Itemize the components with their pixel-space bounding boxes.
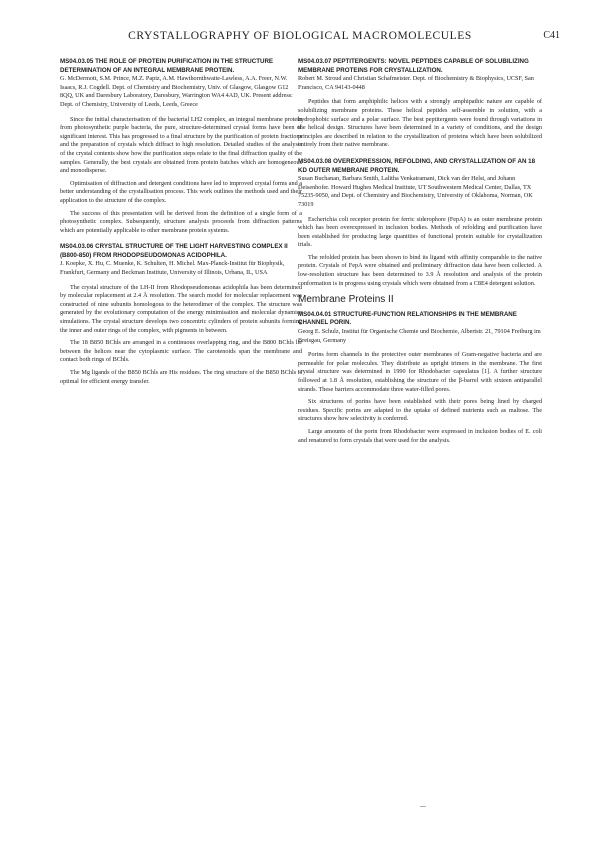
abstract-title-text: CRYSTAL STRUCTURE OF THE LIGHT HARVESTING COMPLEX II (B800-850) FROM RHODOPSEUDOMONAS ACIDOPHILA.: [60, 243, 288, 259]
abstract-title-text: THE ROLE OF PROTEIN PURIFICATION IN THE STRUCTURE DETERMINATION OF AN INTEGRAL MEMBRANE PROTEIN.: [60, 58, 274, 74]
abstract-code: MS04.03.07: [298, 58, 332, 65]
abstract-paragraph: Escherichia coli receptor protein for ferric siderophore (FepA) is an outer membrane protein which has been overexpressed in inclusion bodies. Methods of refolding and purification have been established for producing large quantities of functional protein suitable for crystallization trials.: [298, 215, 542, 249]
abstract-title-text: OVEREXPRESSION, REFOLDING, AND CRYSTALLIZATION OF AN 18 KD OUTER MEMBRANE PROTEIN.: [298, 157, 536, 174]
running-header: [40, 30, 560, 46]
abstract-paragraph: The refolded protein has been shown to bind its ligand with affinity comparable to the native protein. Crystals of FepA were obtained and preliminary diffraction data have been collected. A low-resolution structure has been determined to 3.9 Å resolution and analysis of the protein conformation is in progress using crystals which were obtained from a C8E4 detergent solution.: [298, 253, 542, 287]
abstract: [60, 58, 302, 235]
abstract-authors: Georg E. Schulz, Institut für Organische Chemie und Biochemie, Albertstr. 21, 79104 Freiburg im Breisgau, Germany: [298, 328, 541, 344]
abstract-code: MS04.03.08: [298, 157, 332, 165]
abstract-code: MS04.03.06: [60, 243, 94, 251]
abstract-title-text: STRUCTURE-FUNCTION RELATIONSHIPS IN THE MEMBRANE CHANNEL PORIN.: [298, 310, 517, 327]
abstract: [298, 158, 542, 288]
abstract-authors: J. Koepke, X. Hu, C. Muenke, K. Schulten, H. Michel. Max-Planck-Institut für Biophysik, Frankfurt, Germany and Beckman Institute, University of Illinois, Urbana, IL, USA: [60, 260, 285, 277]
abstract-title: [60, 58, 302, 75]
abstract-paragraph: Peptides that form amphiphilic helices with a strongly amphipathic nature are capable of solubilizing membrane proteins. These helical peptides self-assemble in solution, with a hydrophobic surface and a polar surface. The best peptitergents were found through variations in the helical design. Structures have been determined in a variety of conditions, and the design principles are described in relation to the crystallization of proteins which have been solubilized entirely from their native membrane.: [298, 98, 542, 149]
abstract-title: [60, 243, 302, 260]
abstract-paragraph: Six structures of porins have been established with their pores being lined by charged residues. Specific porins are adapted to the uptake of defined nutrients such as maltose. The structures show how selectivity is conferred.: [298, 398, 542, 423]
abstract: [298, 58, 542, 150]
journal-section-title: CRYSTALLOGRAPHY OF BIOLOGICAL MACROMOLECULES: [128, 30, 472, 42]
abstract-paragraph: The 18 B850 BChls are arranged in a continuous overlapping ring, and the B800 BChls lie between the helices near the cytoplasmic surface. The carotenoids span the membrane and contact both rings of BChls.: [60, 339, 302, 364]
abstract-title: [298, 158, 542, 175]
right-column: [298, 58, 542, 453]
abstract-paragraph: Porins form channels in the protective outer membranes of Gram-negative bacteria and are permeable for polar molecules. They distribute as upright trimers in the membrane. The first crystal structure was determined in 1990 for Rhodobacter capsulatus [1]. A further structure followed at 1.8 Å resolution, establishing the structure of the β-barrel with sixteen antiparallel strands. These barriers accommodate three water-filled pores.: [298, 351, 542, 393]
abstract-paragraph: The Mg ligands of the B850 BChls are His residues. The ring structure of the B850 BChls is optimal for efficient energy transfer.: [60, 369, 302, 385]
abstract-paragraph: The success of this presentation will be derived from the definition of a single form of a photosynthetic complex. Subsequently, structure analysis proceeds from diffraction patterns which are potentially applicable to other membrane protein systems.: [60, 209, 302, 234]
abstract-paragraph: Optimisation of diffraction and detergent conditions have led to improved crystal forms and a better understanding of the crystallisation process. This work outlines the methods used and their application to the structure of the complex.: [60, 179, 302, 204]
abstract-code: MS04.04.01: [298, 310, 332, 318]
page-number: C41: [543, 30, 560, 41]
abstract-title: [298, 58, 542, 75]
abstract-code: MS04.03.05: [60, 58, 94, 65]
abstract-authors: G. McDermott, S.M. Prince, M.Z. Papiz, A.M. Hawthornthwaite-Lawless, A.A. Freer, N.W. Isaacs, R.J. Cogdell. Dept. of Chemistry and Biochemistry, Univ. of Glasgow, Glasgow G12 8QQ, UK and Daresbury Laboratory, Daresbury, Warrington WA4 4AD, UK. Present address: Dept. of Chemistry, University of Leeds, Leeds, Greece: [60, 75, 293, 108]
section-heading: Membrane Proteins II: [298, 294, 394, 306]
abstract-paragraph: The crystal structure of the LH-II from Rhodopseudomonas acidophila has been determined by molecular replacement at 2.4 Å resolution. The search model for molecular replacement was constructed of nine subunits homologous to the heterodimer of the complex. The structure was generated by the evolutionary computation of the energy minimisation and molecular dynamics simulations. The crystal structure develops two concentric cylinders of protein subunits forming the inner and outer rings of the complex, with pigments in between.: [60, 283, 302, 334]
abstract: [60, 243, 302, 386]
abstract-title-text: PEPTITERGENTS: NOVEL PEPTIDES CAPABLE OF SOLUBILIZING MEMBRANE PROTEINS FOR CRYSTALLIZATION.: [298, 58, 529, 74]
left-column: [60, 58, 302, 394]
abstract: [298, 311, 542, 445]
abstract-title: [298, 311, 542, 328]
abstract-paragraph: Large amounts of the porin from Rhodobacter were expressed in inclusion bodies of E. coli and renatured to form crystals that were used for the analysis.: [298, 427, 542, 444]
abstract-authors: Susan Buchanan, Barbara Smith, Lalitha Venkatramani, Dick van der Helst, and Johann Deisenhofer. Howard Hughes Medical Institute, UT Southwestern Medical Center, Dallas, TX 75235-9050, and Dept. of Chemistry and Biochemistry, University of Oklahoma, Norman, OK 73019: [298, 175, 533, 208]
abstract-paragraph: Since the initial characterisation of the bacterial LH2 complex, an integral membrane protein from photosynthetic purple bacteria, the pure, structure-determined crystal forms have been of significant interest. This has progressed to a final structure by the purification of protein fractions and the preparation of crystals which diffract to high resolution. Detailed studies of the analysis of the crystal contents show how the purification steps relate to the final diffraction quality of the samples. Generally, the best crystals are obtained from protein batches which are homogeneous and monodisperse.: [60, 115, 302, 175]
abstract-authors: Robert M. Stroud and Christian Schafmeister. Dept. of Biochemistry & Biophysics, UCSF, San Francisco, CA 94143-0448: [298, 75, 534, 91]
footer-mark: ...: [420, 800, 426, 809]
